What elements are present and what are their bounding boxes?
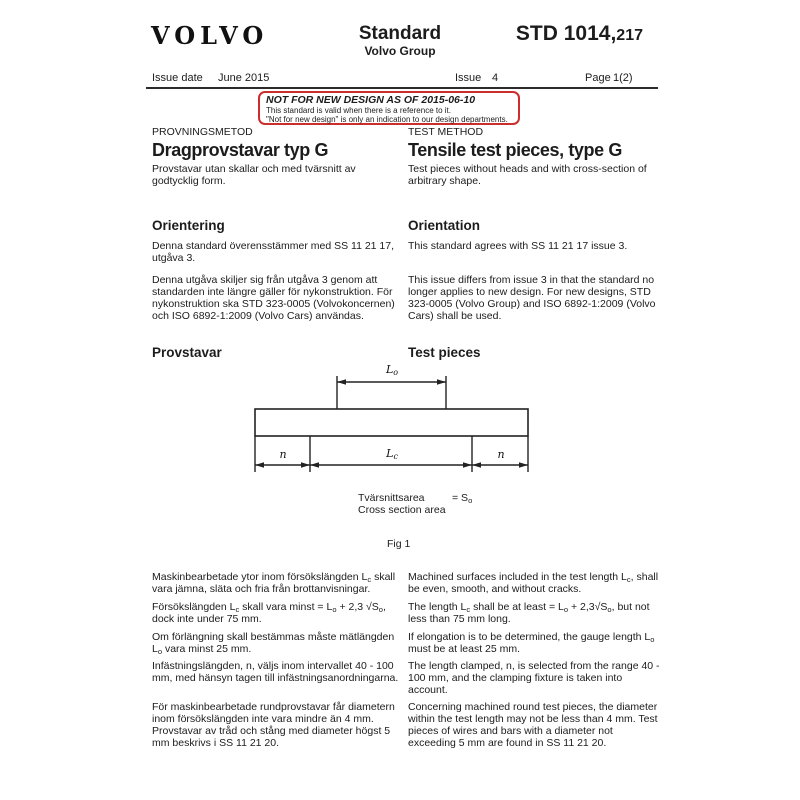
en-paragraph-2: The length $L_c$ shall be at least = $L_o + 2,3√S_o$, but not less than 75 mm long. [408, 601, 650, 625]
category-sv: PROVNINGSMETOD [152, 126, 253, 138]
figure-svg [250, 362, 535, 480]
title-sv: Dragprovstavar typ G [152, 140, 329, 160]
sv-paragraph-3: Om förlängning skall bestämmas måste mätlängden $L_o$ vara minst 25 mm. [152, 631, 395, 657]
en-paragraph-5: Concerning machined round test pieces, the diameter within the test length may not be less than 4 mm. Test pieces of wires and bars with a diameter not exceeding 5 mm are found in SS 11 21 20. [408, 701, 658, 749]
orientation-heading: Orientation [408, 218, 481, 233]
title-en: Tensile test pieces, type G [408, 140, 622, 160]
header-rule [146, 87, 658, 89]
std-number [516, 22, 643, 46]
test-piece-figure [250, 362, 535, 480]
issue-value: 4 [492, 72, 499, 84]
lo-dimension-label: $L_o$ [385, 363, 399, 378]
cross-section-label-sv: Tvärsnittsarea [358, 492, 425, 504]
sv-paragraph-1: Maskinbearbetade ytor inom försökslängden $L_c$ skall vara jämna, släta och fria från brottanvisningar. [152, 571, 396, 595]
page-value: 1(2) [613, 72, 633, 84]
en-paragraph-4: The length clamped, n, is selected from the range 40 - 100 mm, and the clamping fixture is taken into account. [408, 660, 660, 696]
notice-line2: "Not for new design" is only an indication to our design departments. [266, 115, 508, 124]
lc-dimension-label: $L_c$ [386, 447, 398, 462]
n-left-dimension-label: n [279, 448, 287, 461]
volvo-logo: VOLVO [151, 21, 269, 50]
orientering-heading: Orientering [152, 218, 225, 233]
std-number-main: STD 1014, [515, 22, 617, 45]
orientering-p2: Denna utgåva skiljer sig från utgåva 3 genom att standarden inte längre gäller för nykonstruktion. För nykonstruktion ska STD 323-0005 (Volvokoncernen) och ISO 6892-1:2009 (Volvo Cars) användas. [152, 274, 395, 322]
orientering-p1: Denna standard överensstämmer med SS 11 21 17, utgåva 3. [152, 240, 395, 264]
page-label: Page [585, 72, 611, 84]
subtitle-en: Test pieces without heads and with cross-section of arbitrary shape. [408, 163, 647, 187]
sv-paragraph-2: Försökslängden $L_c$ skall vara minst = $L_o + 2,3$ $√S_o$, dock inte under 75 mm. [152, 601, 386, 625]
en-paragraph-1: Machined surfaces included in the test length $L_c$, shall be even, smooth, and without cracks. [408, 571, 659, 595]
orientation-p2: This issue differs from issue 3 in that the standard no longer applies to new design. For new designs, STD 323-0005 (Volvo Group) and ISO 6892-1:2009 (Volvo Cars) shall be used. [408, 274, 656, 322]
issue-date-value: June 2015 [218, 72, 270, 84]
doc-type-title: Standard [358, 23, 442, 44]
issue-label: Issue [455, 72, 482, 84]
subtitle-sv: Provstavar utan skallar och med tvärsnitt av godtycklig form. [152, 163, 356, 187]
figure-caption: Fig 1 [387, 538, 411, 550]
std-number-suffix: 217 [616, 27, 643, 44]
provstavar-heading: Provstavar [152, 345, 222, 360]
notice-title: NOT FOR NEW DESIGN AS OF 2015-06-10 [266, 94, 476, 106]
n-right-dimension-label: n [497, 448, 505, 461]
sv-paragraph-4: Infästningslängden, n, väljs inom intervallet 40 - 100 mm, med hänsyn tagen till infästningsanordningarna. [152, 660, 399, 684]
issue-date-label: Issue date [152, 72, 203, 84]
sv-paragraph-5: För maskinbearbetade rundprovstavar får diametern inom försökslängden inte vara mindre än 4 mm. Provstavar av tråd och stång med diameter högst 5 mm beskrivs i SS 11 21 20. [152, 701, 395, 749]
notice-line1: This standard is valid when there is a reference to it. [266, 106, 451, 115]
not-for-new-design-notice [258, 91, 520, 125]
category-en: TEST METHOD [408, 126, 484, 138]
en-paragraph-3: If elongation is to be determined, the gauge length $L_o$ must be at least 25 mm. [408, 631, 655, 655]
orientation-p1: This standard agrees with SS 11 21 17 issue 3. [408, 240, 628, 252]
test-pieces-heading: Test pieces [408, 345, 481, 360]
org-subtitle: Volvo Group [364, 44, 436, 58]
cross-section-value: = $S_o$ [452, 492, 473, 506]
cross-section-label-en: Cross section area [358, 504, 446, 516]
